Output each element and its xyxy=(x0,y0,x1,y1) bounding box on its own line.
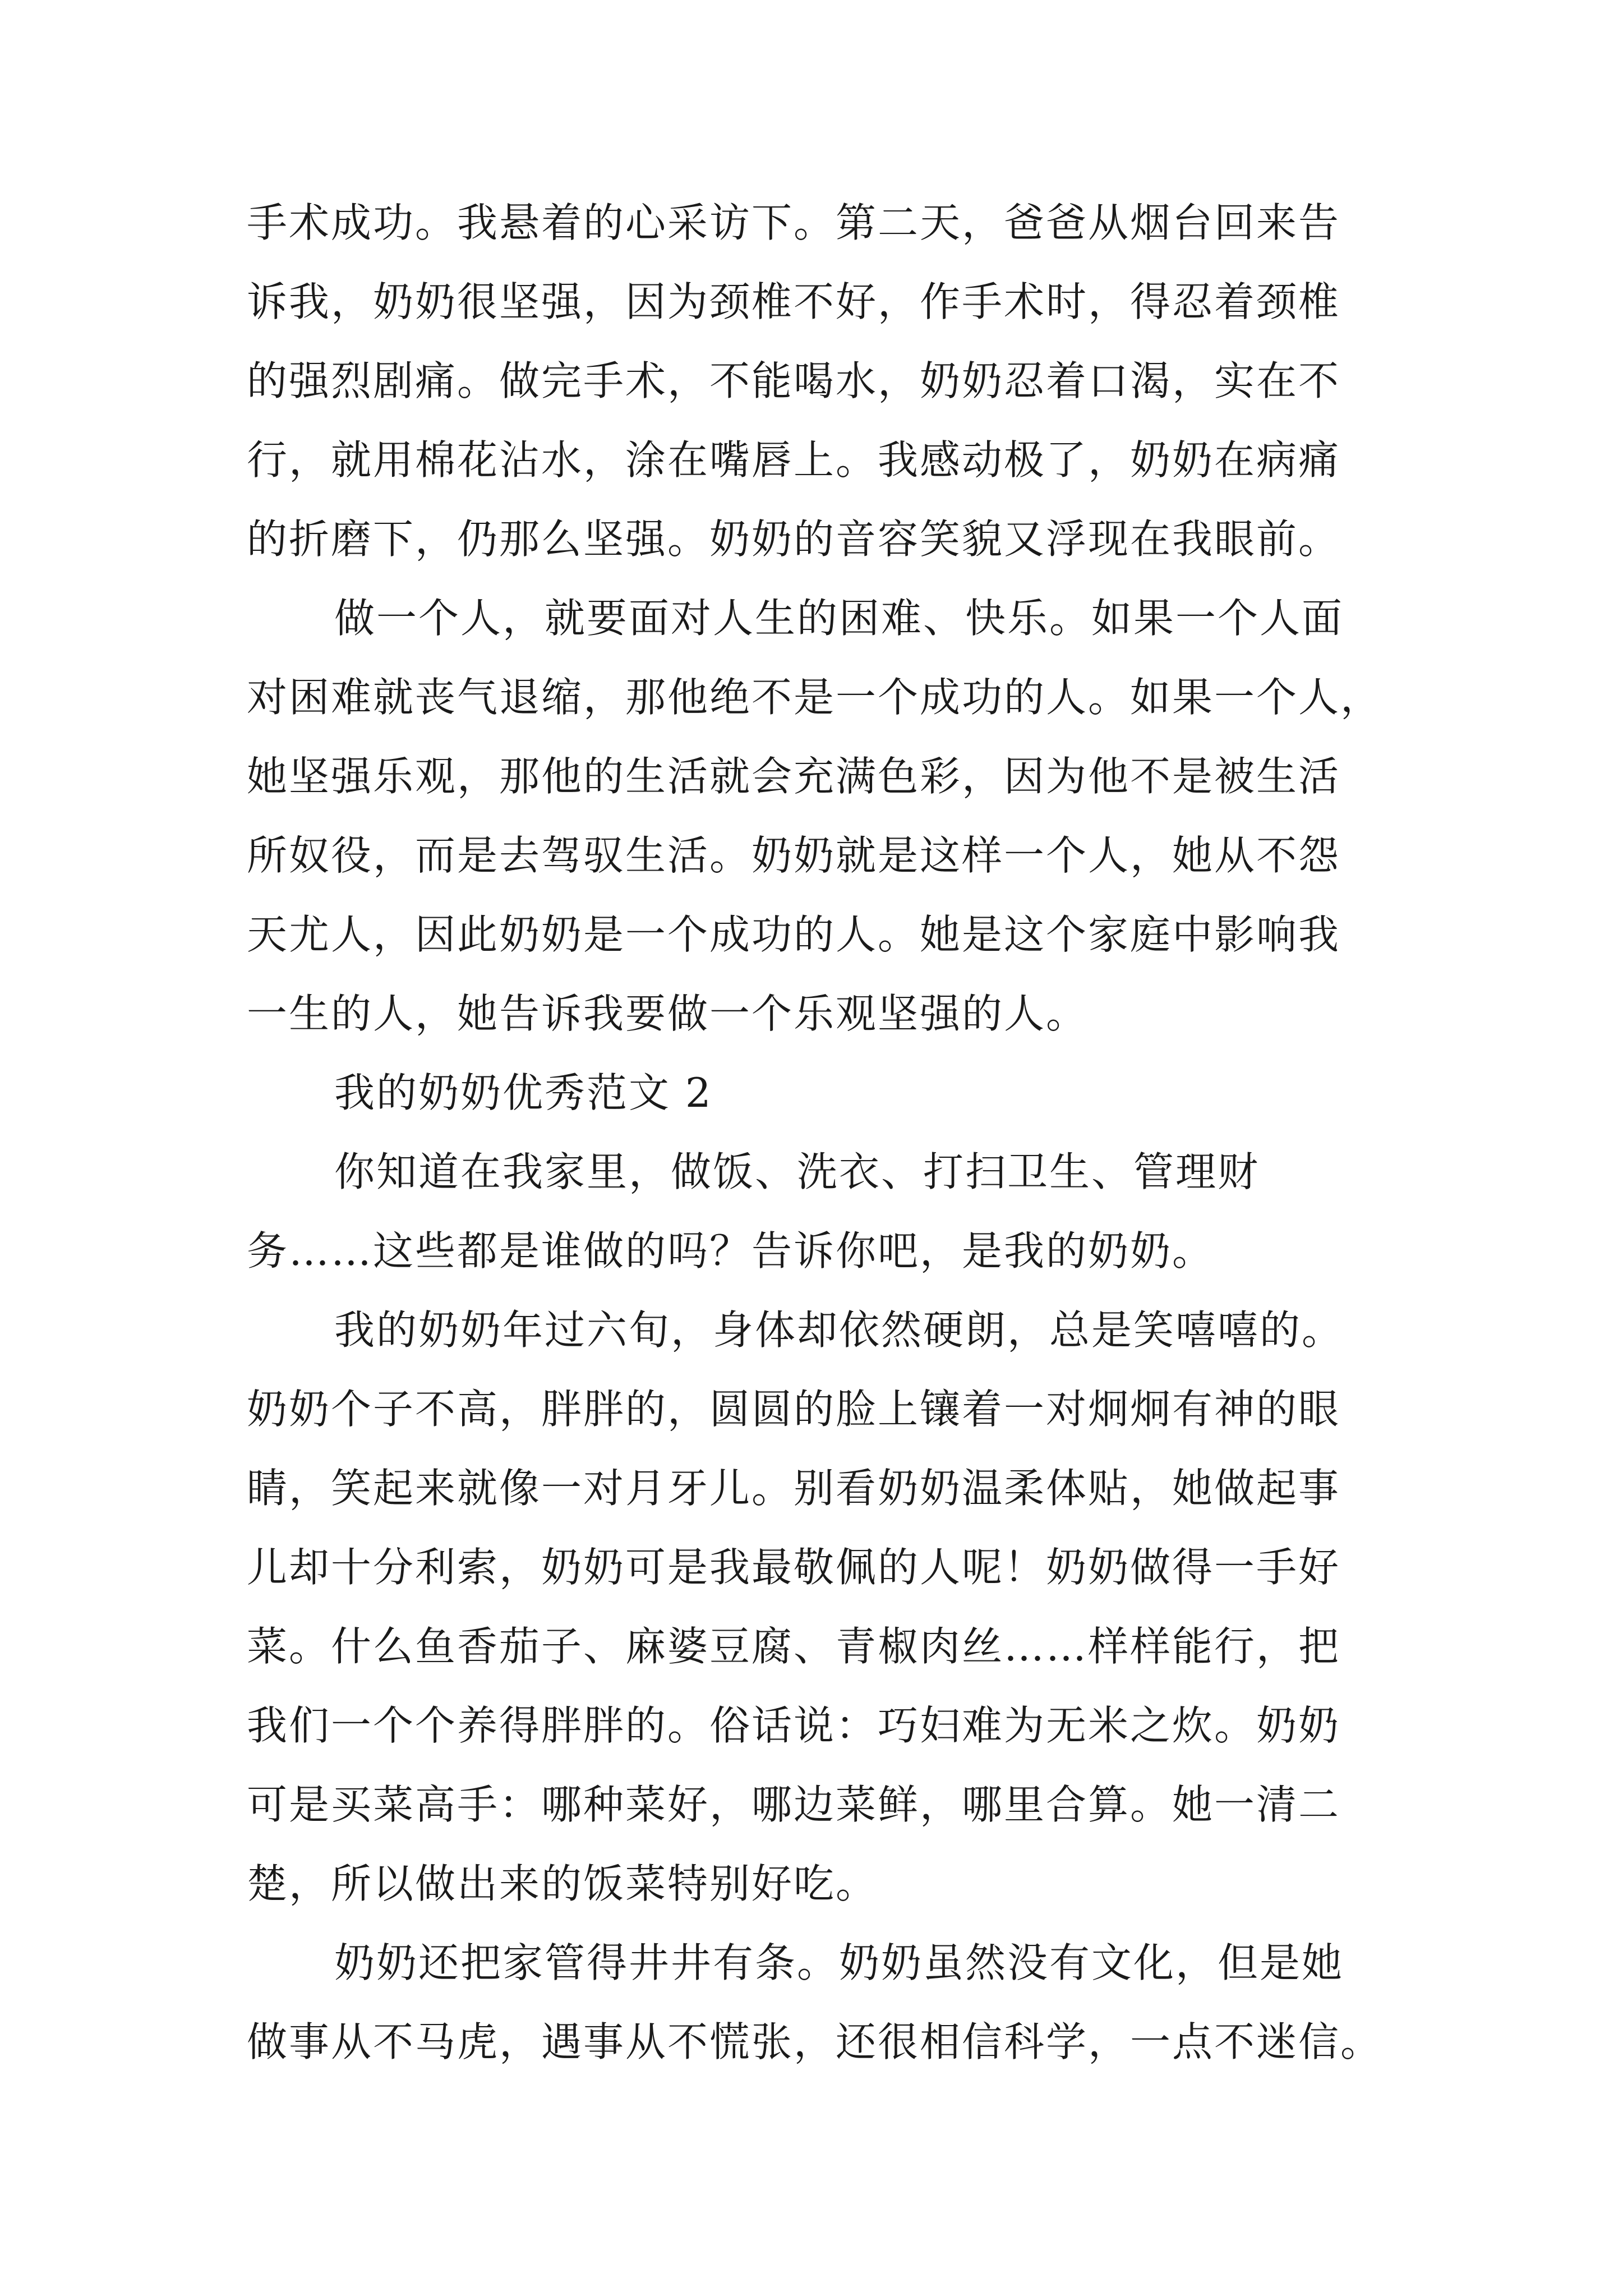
text-line: 务……这些都是谁做的吗？告诉你吧，是我的奶奶。 xyxy=(247,1227,1215,1274)
section-heading: 我的奶奶优秀范文 2 xyxy=(334,1069,713,1116)
text-line: 行，就用棉花沾水，涂在嘴唇上。我感动极了，奶奶在病痛 xyxy=(247,436,1341,484)
text-line: 楚，所以做出来的饭菜特别好吃。 xyxy=(247,1860,878,1907)
text-line: 一生的人，她告诉我要做一个乐观坚强的人。 xyxy=(247,990,1089,1037)
text-line: 睛，笑起来就像一对月牙儿。别看奶奶温柔体贴，她做起事 xyxy=(247,1465,1341,1512)
paragraph-start-line: 你知道在我家里，做饭、洗衣、打扫卫生、管理财 xyxy=(334,1148,1260,1195)
text-line: 手术成功。我悬着的心采访下。第二天，爸爸从烟台回来告 xyxy=(247,199,1341,246)
text-line: 儿却十分利索，奶奶可是我最敬佩的人呢！奶奶做得一手好 xyxy=(247,1544,1341,1591)
text-line: 的强烈剧痛。做完手术，不能喝水，奶奶忍着口渴，实在不 xyxy=(247,357,1341,404)
text-line: 可是买菜高手：哪种菜好，哪边菜鲜，哪里合算。她一清二 xyxy=(247,1781,1341,1828)
text-line: 所奴役，而是去驾驭生活。奶奶就是这样一个人，她从不怨 xyxy=(247,832,1341,879)
paragraph-start-line: 我的奶奶年过六旬，身体却依然硬朗，总是笑嘻嘻的。 xyxy=(334,1306,1344,1354)
text-line: 诉我，奶奶很坚强，因为颈椎不好，作手术时，得忍着颈椎 xyxy=(247,278,1341,325)
text-line: 做事从不马虎，遇事从不慌张，还很相信科学，一点不迷信。 xyxy=(247,2018,1383,2065)
text-line: 对困难就丧气退缩，那他绝不是一个成功的人。如果一个人， xyxy=(247,674,1383,721)
text-line: 的折磨下，仍那么坚强。奶奶的音容笑貌又浮现在我眼前。 xyxy=(247,516,1341,563)
text-line: 奶奶个子不高，胖胖的，圆圆的脸上镶着一对炯炯有神的眼 xyxy=(247,1386,1341,1433)
paragraph-start-line: 奶奶还把家管得井井有条。奶奶虽然没有文化，但是她 xyxy=(334,1939,1344,1986)
text-line: 她坚强乐观，那他的生活就会充满色彩，因为他不是被生活 xyxy=(247,753,1341,800)
text-line: 天尤人，因此奶奶是一个成功的人。她是这个家庭中影响我 xyxy=(247,911,1341,958)
paragraph-start-line: 做一个人，就要面对人生的困难、快乐。如果一个人面 xyxy=(334,595,1344,642)
text-line: 菜。什么鱼香茄子、麻婆豆腐、青椒肉丝……样样能行，把 xyxy=(247,1623,1341,1670)
text-line: 我们一个个养得胖胖的。俗话说：巧妇难为无米之炊。奶奶 xyxy=(247,1702,1341,1749)
